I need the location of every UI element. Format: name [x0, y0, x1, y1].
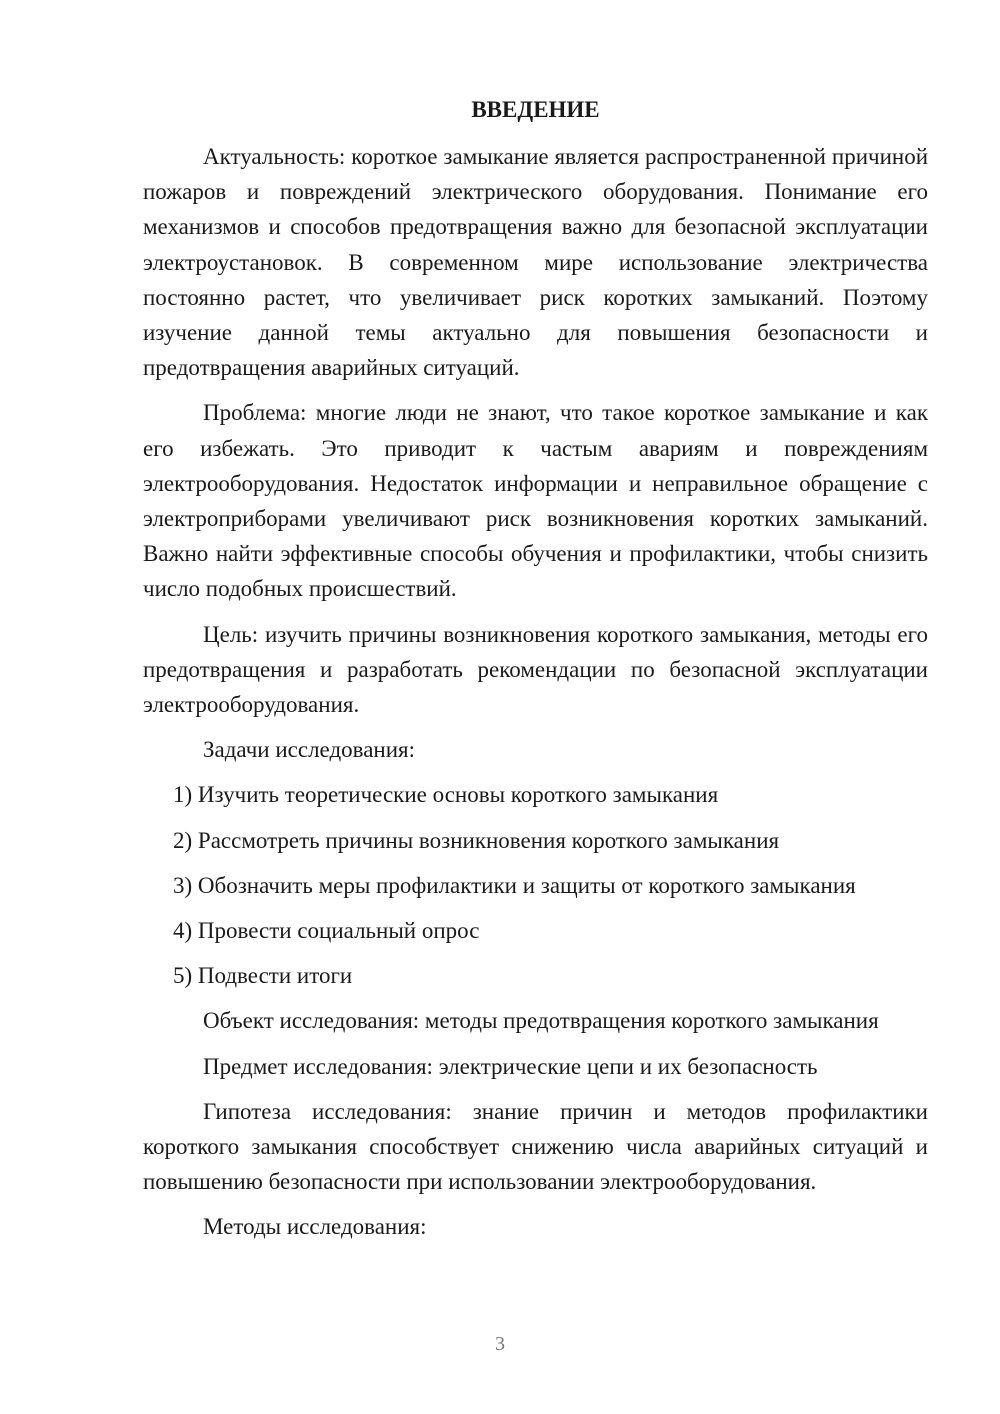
- subject-paragraph: Предмет исследования: электрические цепи и их безопасность: [203, 1053, 818, 1079]
- list-item: 3) Обозначить меры профилактики и защиты от короткого замыкания: [173, 872, 856, 898]
- goal-paragraph: Цель: изучить причины возникновения короткого замыкания, методы его предотвращения и разработать рекомендации по безопасной эксплуатации электрооборудования.: [143, 621, 928, 718]
- relevance-paragraph: Актуальность: короткое замыкание является распространенной причиной пожаров и повреждений электрического оборудования. Понимание его механизмов и способов предотвращения важно для безопасной эксплуатации электроустановок. В современном мире использование электричества постоянно растет, что увеличивает риск коротких замыканий. Поэтому изучение данной темы актуально для повышения безопасности и предотвращения аварийных ситуаций.: [143, 144, 928, 381]
- list-item: 2) Рассмотреть причины возникновения короткого замыкания: [173, 827, 780, 853]
- list-item: 5) Подвести итоги: [173, 963, 353, 989]
- object-paragraph: Объект исследования: методы предотвращения короткого замыкания: [203, 1008, 879, 1034]
- tasks-list: [143, 777, 928, 993]
- problem-paragraph: Проблема: многие люди не знают, что такое короткое замыкание и как его избежать. Это приводит к частым авариям и повреждениям электрооборудования. Недостаток информации и неправильное обращение с электроприборами увеличивают риск возникновения коротких замыканий. Важно найти эффективные способы обучения и профилактики, чтобы снизить число подобных происшествий.: [143, 400, 928, 602]
- section-heading: ВВЕДЕНИЕ: [471, 97, 600, 122]
- methods-title: Методы исследования:: [203, 1214, 427, 1240]
- tasks-title: Задачи исследования:: [203, 737, 416, 763]
- page-content: [143, 92, 928, 1255]
- list-item: 1) Изучить теоретические основы короткого замыкания: [173, 782, 719, 808]
- list-item: 4) Провести социальный опрос: [173, 918, 480, 944]
- page-number: 3: [495, 1333, 505, 1355]
- hypothesis-paragraph: Гипотеза исследования: знание причин и методов профилактики короткого замыкания способствует снижению числа аварийных ситуаций и повышению безопасности при использовании электрооборудования.: [143, 1098, 928, 1195]
